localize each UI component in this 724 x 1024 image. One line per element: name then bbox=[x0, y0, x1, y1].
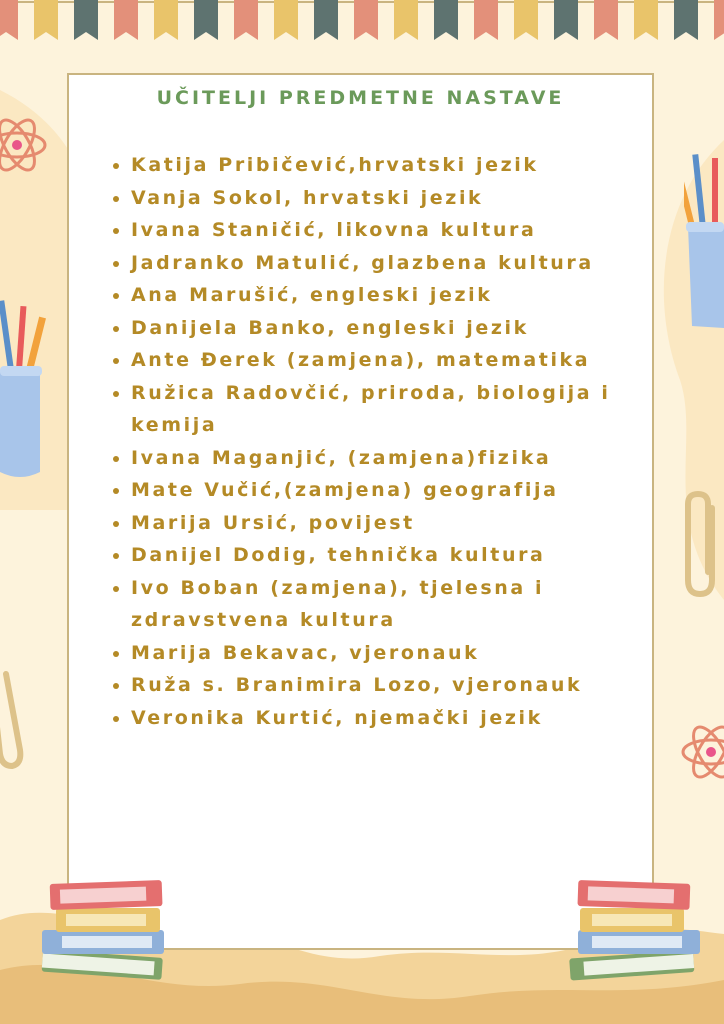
bunting-flag bbox=[74, 0, 98, 40]
bunting-flag bbox=[34, 0, 58, 40]
teacher-list-card bbox=[67, 73, 654, 950]
bullet-icon bbox=[113, 553, 119, 559]
teacher-entry: Mate Vučić,(zamjena) geografija bbox=[131, 479, 559, 501]
bullet-icon bbox=[113, 716, 119, 722]
teacher-entry: Ana Marušić, engleski jezik bbox=[131, 284, 493, 306]
teacher-entry: Ante Đerek (zamjena), matematika bbox=[131, 349, 591, 371]
list-item bbox=[113, 247, 643, 280]
bullet-icon bbox=[113, 683, 119, 689]
bunting-flag bbox=[394, 0, 418, 40]
list-item bbox=[113, 214, 643, 247]
bullet-icon bbox=[113, 586, 119, 592]
teacher-entry: Ivo Boban (zamjena), tjelesna i zdravstvena kultura bbox=[131, 576, 545, 631]
list-item bbox=[113, 312, 643, 345]
bunting-flag bbox=[234, 0, 258, 40]
list-item bbox=[113, 279, 643, 312]
book-stack-icon bbox=[566, 878, 706, 988]
teacher-entry: Marija Bekavac, vjeronauk bbox=[131, 641, 480, 664]
bullet-icon bbox=[113, 391, 119, 397]
page-title: UČITELJI PREDMETNE NASTAVE bbox=[156, 87, 565, 109]
teacher-list bbox=[113, 149, 643, 734]
bullet-icon bbox=[113, 293, 119, 299]
bunting-flag bbox=[434, 0, 458, 40]
atom-icon bbox=[0, 105, 48, 185]
list-item bbox=[113, 474, 643, 507]
bunting-flag bbox=[514, 0, 538, 40]
bunting-flag bbox=[114, 0, 138, 40]
teacher-entry: Ruža s. Branimira Lozo, vjeronauk bbox=[131, 674, 583, 696]
list-item bbox=[113, 377, 643, 442]
bunting-flag bbox=[714, 0, 724, 40]
teacher-entry: Danijela Banko, engleski jezik bbox=[131, 316, 529, 339]
teacher-entry: Marija Ursić, povijest bbox=[131, 511, 415, 534]
bunting-flag bbox=[594, 0, 618, 40]
bunting-flag bbox=[0, 0, 18, 40]
book-stack-icon bbox=[36, 878, 176, 988]
list-item bbox=[113, 637, 643, 670]
list-item bbox=[113, 572, 643, 637]
teacher-entry: Ružica Radovčić, priroda, biologija i kemija bbox=[131, 381, 611, 436]
list-item bbox=[113, 442, 643, 475]
bunting-flag bbox=[674, 0, 698, 40]
bunting-flag bbox=[154, 0, 178, 40]
paperclip-icon bbox=[0, 660, 36, 770]
list-item bbox=[113, 507, 643, 540]
teacher-entry: Vanja Sokol, hrvatski jezik bbox=[131, 186, 484, 209]
bunting-flag bbox=[634, 0, 658, 40]
bullet-icon bbox=[113, 488, 119, 494]
bullet-icon bbox=[113, 521, 119, 527]
list-item bbox=[113, 149, 643, 182]
list-item bbox=[113, 539, 643, 572]
bunting-flag bbox=[474, 0, 498, 40]
bullet-icon bbox=[113, 358, 119, 364]
bullet-icon bbox=[113, 456, 119, 462]
teacher-entry: Jadranko Matulić, glazbena kultura bbox=[131, 251, 594, 274]
list-item bbox=[113, 669, 643, 702]
pencil-cup-icon bbox=[0, 300, 48, 480]
paperclip-icon bbox=[680, 490, 724, 600]
bunting-flags bbox=[0, 0, 724, 50]
bunting-flag bbox=[354, 0, 378, 40]
bunting-flag bbox=[274, 0, 298, 40]
pencil-cup-icon bbox=[684, 150, 724, 330]
atom-icon bbox=[680, 712, 724, 792]
teacher-entry: Ivana Staničić, likovna kultura bbox=[131, 219, 537, 241]
bullet-icon bbox=[113, 228, 119, 234]
list-item bbox=[113, 182, 643, 215]
bunting-flag bbox=[194, 0, 218, 40]
teacher-entry: Veronika Kurtić, njemački jezik bbox=[131, 706, 543, 729]
list-item bbox=[113, 702, 643, 735]
list-item bbox=[113, 344, 643, 377]
teacher-entry: Danijel Dodig, tehnička kultura bbox=[131, 544, 546, 566]
bullet-icon bbox=[113, 196, 119, 202]
bullet-icon bbox=[113, 651, 119, 657]
teacher-entry: Ivana Maganjić, (zamjena)fizika bbox=[131, 446, 552, 469]
bunting-flag bbox=[314, 0, 338, 40]
bullet-icon bbox=[113, 326, 119, 332]
teacher-entry: Katija Pribičević,hrvatski jezik bbox=[131, 154, 539, 176]
bunting-flag bbox=[554, 0, 578, 40]
bullet-icon bbox=[113, 163, 119, 169]
bullet-icon bbox=[113, 261, 119, 267]
